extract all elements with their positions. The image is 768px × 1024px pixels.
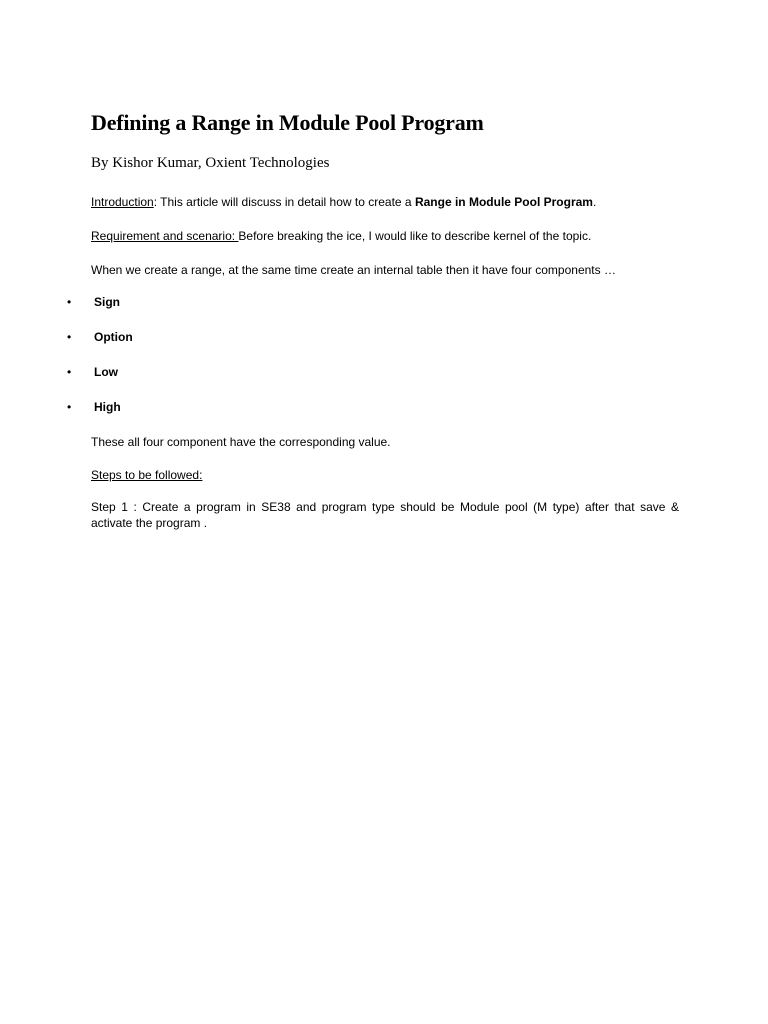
component-low: Low (94, 365, 118, 379)
component-option: Option (94, 330, 133, 344)
components-note: These all four component have the corresponding value. (91, 435, 391, 449)
introduction-label: Introduction (91, 195, 154, 209)
range-intro-paragraph: When we create a range, at the same time create an internal table then it have four components … (91, 263, 616, 277)
steps-heading: Steps to be followed: (91, 468, 203, 482)
requirement-label: Requirement and scenario: (91, 229, 239, 243)
step-1-paragraph: Step 1 : Create a program in SE38 and program type should be Module pool (M type) after that save & activate the program . (91, 500, 679, 530)
introduction-text: : This article will discuss in detail how to create a (153, 195, 415, 209)
introduction-bold-topic: Range in Module Pool Program (414, 195, 593, 209)
introduction-end: . (592, 195, 597, 209)
requirement-text: Before breaking the ice, I would like to describe kernel of the topic. (238, 229, 592, 243)
component-sign: Sign (94, 295, 120, 309)
bullet-icon: • (67, 400, 72, 414)
bullet-icon: • (67, 330, 72, 344)
author-byline: By Kishor Kumar, Oxient Technologies (91, 155, 330, 171)
page-title: Defining a Range in Module Pool Program (91, 110, 484, 135)
bullet-icon: • (67, 295, 72, 309)
bullet-icon: • (67, 365, 72, 379)
component-high: High (94, 400, 121, 414)
requirement-paragraph (91, 228, 591, 244)
introduction-paragraph (91, 194, 596, 210)
